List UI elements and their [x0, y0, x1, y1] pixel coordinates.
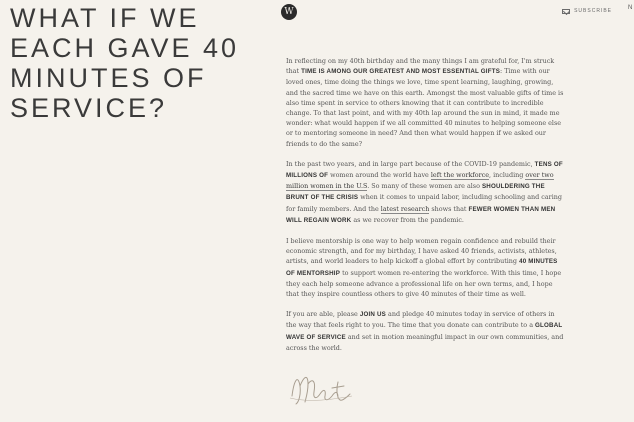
paragraph-text: when it comes to unpaid labor, including schooling and caring for family members. And the [286, 193, 562, 213]
emphasis-text: 40 MINUTES OF MENTORSHIP [286, 258, 558, 277]
letter-paragraph [286, 309, 564, 353]
paragraph-text: I believe mentorship is one way to help women regain confidence and rebuild their economic strength, and for my birthday, I have asked 40 friends, activists, athletes, artists, and world leaders to help kickoff a global effort by contributing [286, 237, 557, 266]
inline-link[interactable]: left the workforce [430, 171, 490, 180]
paragraph-text: women around the world have [328, 171, 431, 180]
handwritten-signature-icon [286, 368, 356, 410]
paragraph-text: In reflecting on my 40th birthday and the many things I am grateful for, I'm struck that [286, 57, 555, 76]
headline-line: MINUTES OF [10, 63, 207, 93]
headline-line: SERVICE? [10, 93, 168, 123]
inline-link[interactable]: over two million women in the U.S [286, 171, 554, 191]
paragraph-text: : Time with our loved ones, time doing the things we love, time spent learning, laughing, growing, and the sacred time we have on this earth. Amongst the most valuable gifts of time is also time spent in service to others knowing that it can contribute to incredible change. To that last point, and with my 40th lap around the sun in mind, it made me wonder: what would happen if we all committed 40 minutes to helping someone else or to mentoring someone in need? And then what would happen if we asked our friends to do the same? [286, 67, 564, 148]
letter-paragraph [286, 56, 564, 149]
paragraph-text: , including [489, 171, 526, 180]
monogram-logo-icon[interactable]: W [281, 4, 297, 20]
menu-button[interactable]: N [628, 5, 633, 11]
letter-body [286, 56, 564, 363]
letter-paragraph [286, 236, 564, 299]
headline-line: WHAT IF WE [10, 3, 200, 33]
mail-icon [562, 9, 570, 14]
paragraph-text: and set in motion meaningful impact in our own communities, and across the world. [286, 332, 564, 352]
emphasis-text: GLOBAL WAVE OF SERVICE [286, 322, 563, 341]
page-title [10, 3, 250, 123]
paragraph-text: If you are able, please [286, 310, 360, 319]
emphasis-text: JOIN US [359, 311, 386, 319]
inline-link[interactable]: latest research [380, 204, 430, 213]
paragraph-text: shows that [429, 204, 469, 213]
paragraph-text: and pledge 40 minutes today in service of others in the way that feels right to you. The time that you donate can contribute to a [286, 310, 555, 330]
paragraph-text: to support women re-entering the workforce. With this time, I hope they each help someone advance a professional life on her own terms, and, I hope that they inspire countless others to give 40 minutes of their time as well. [286, 268, 562, 299]
headline-line: EACH GAVE 40 [10, 33, 240, 63]
emphasis-text: TIME IS AMONG OUR GREATEST AND MOST ESSENTIAL GIFTS [301, 68, 501, 76]
emphasis-text: SHOULDERING THE BRUNT OF THE CRISIS [286, 183, 545, 202]
subscribe-button[interactable] [562, 8, 612, 14]
paragraph-text: as we recover from the pandemic. [351, 215, 464, 224]
paragraph-text: . So many of these women are also [367, 182, 482, 191]
letter-paragraph [286, 159, 564, 226]
emphasis-text: FEWER WOMEN THAN MEN WILL REGAIN WORK [286, 205, 556, 224]
paragraph-text: In the past two years, and in large part because of the COVID-19 pandemic, [286, 159, 535, 168]
emphasis-text: TENS OF MILLIONS OF [286, 160, 563, 180]
subscribe-label: SUBSCRIBE [574, 8, 612, 14]
